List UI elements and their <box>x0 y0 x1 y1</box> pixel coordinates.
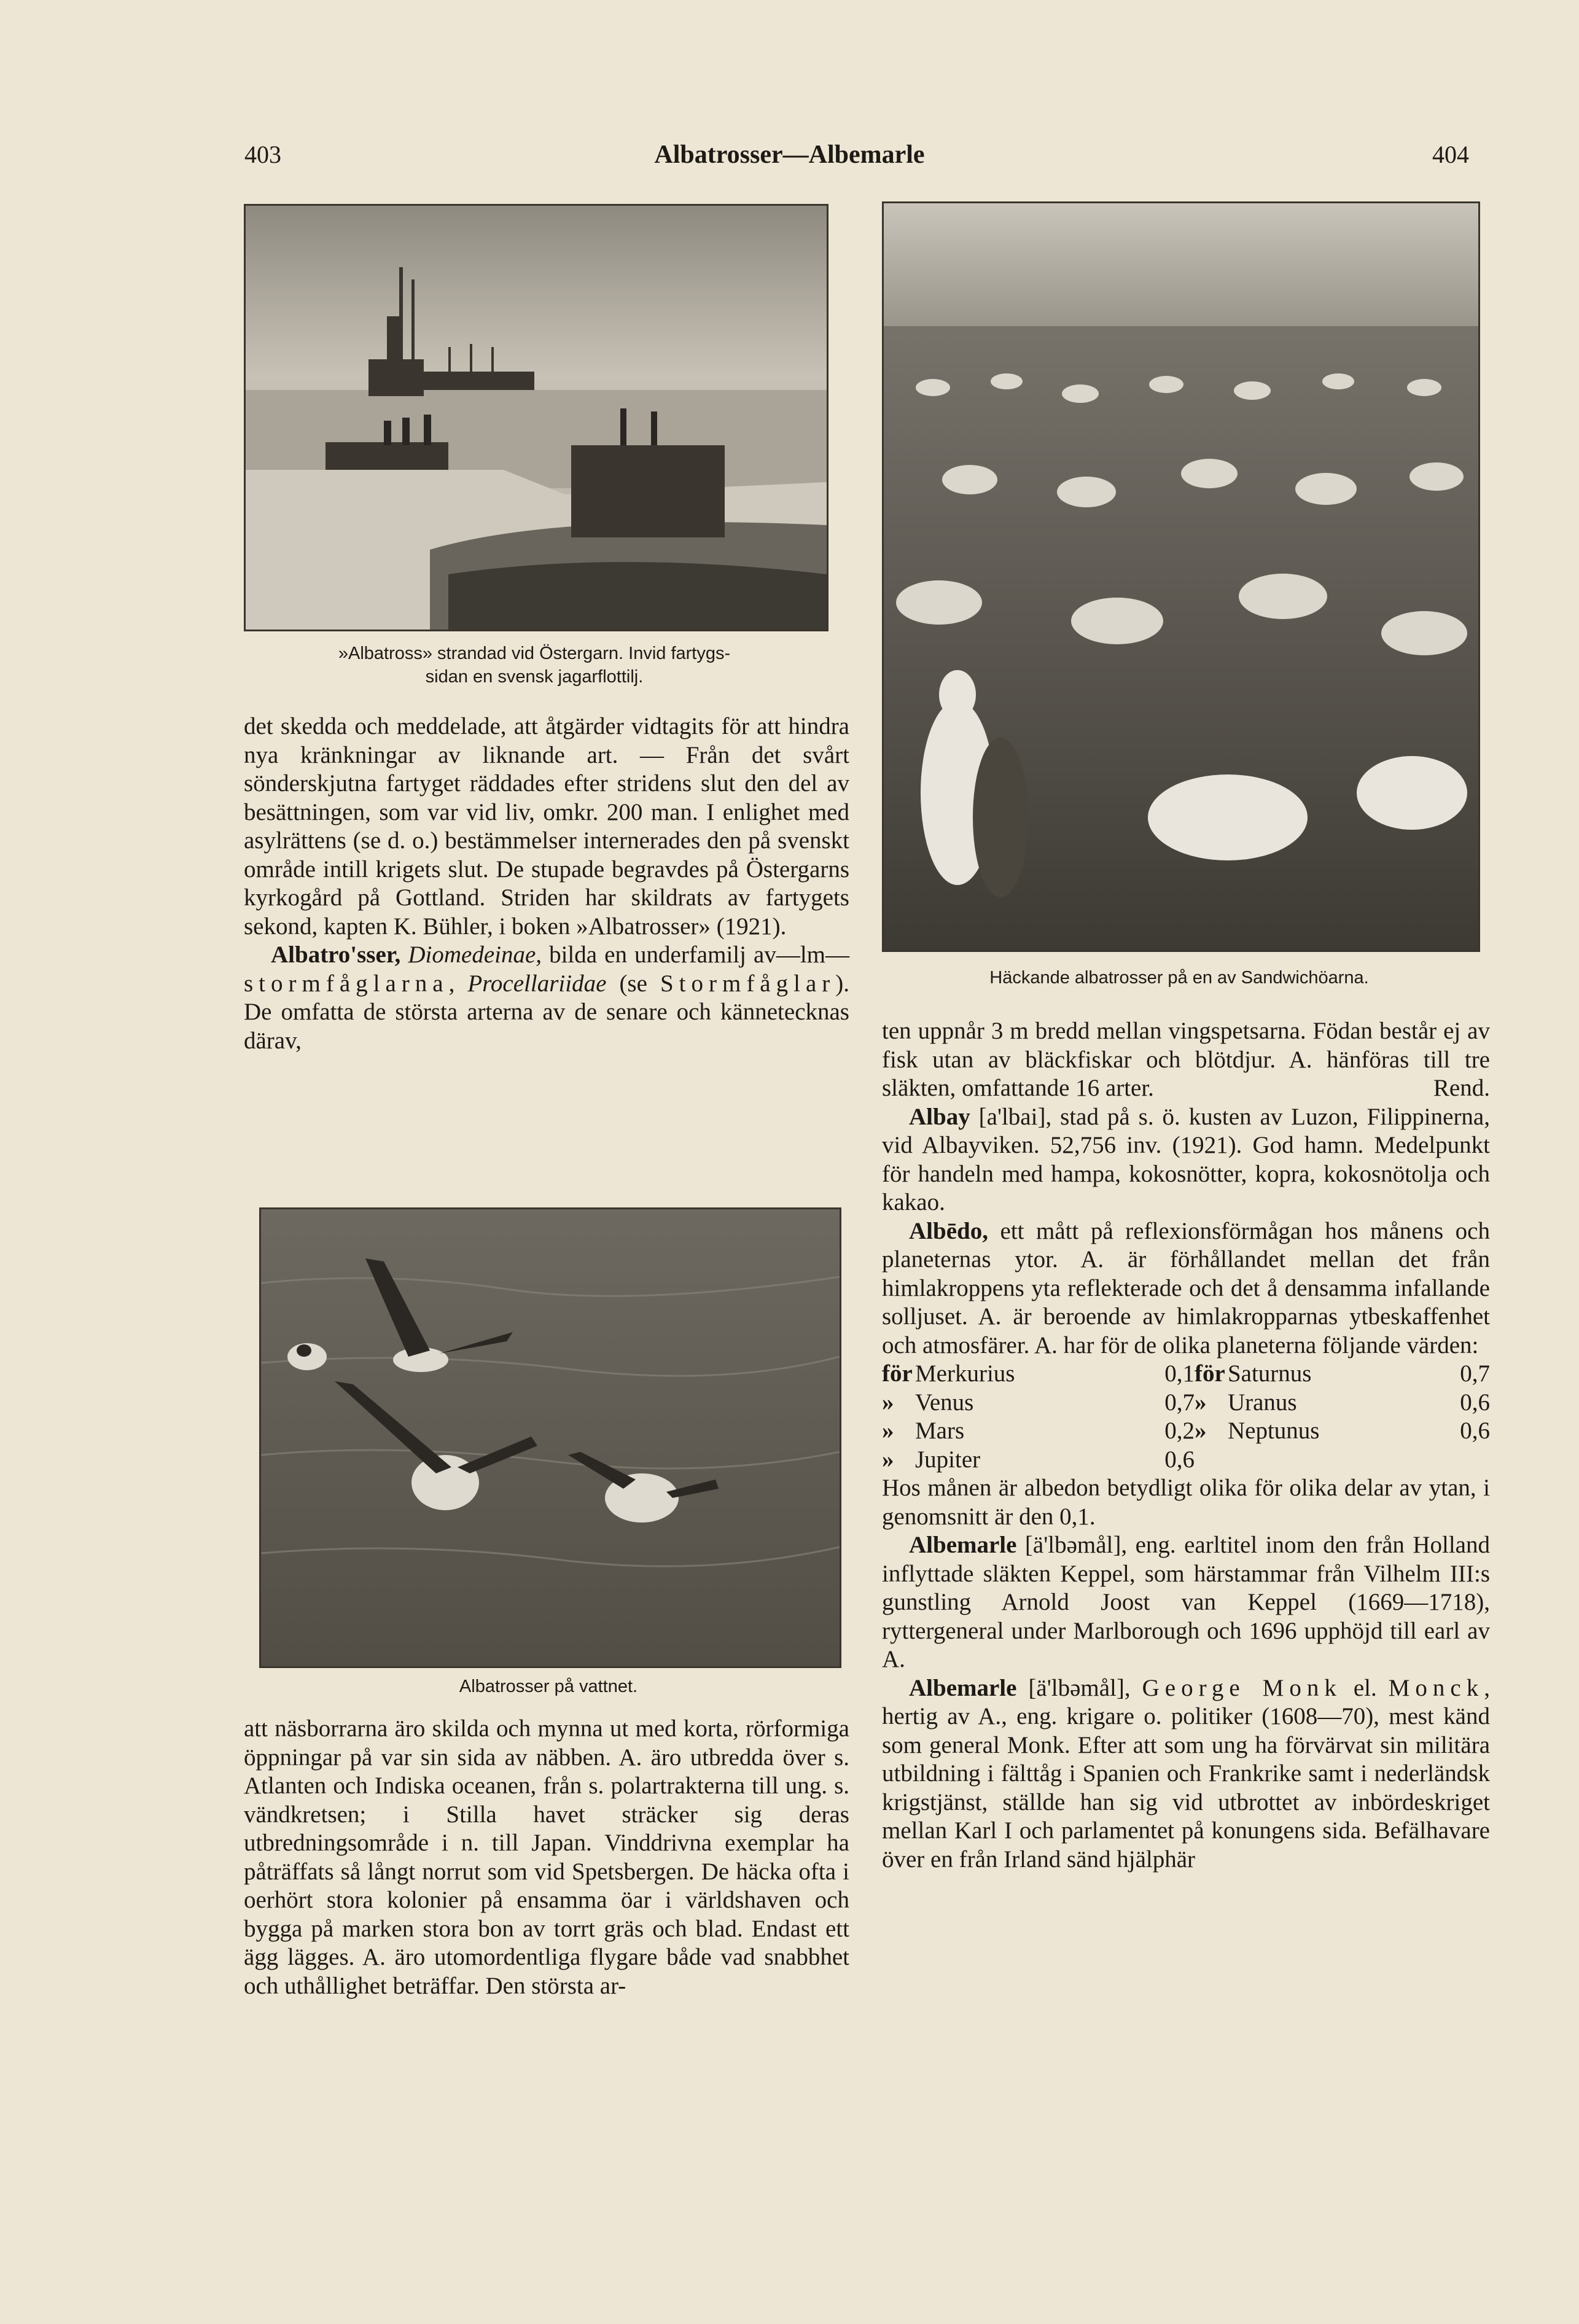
ship-caption-line1: »Albatross» strandad vid Östergarn. Invid fartygs- <box>338 644 731 663</box>
albedo-moon-text: Hos månen är albedon betydligt olika för olika delar av ytan, i genomsnitt är den 0,1. <box>882 1475 1490 1530</box>
left-column-upper <box>244 712 849 1055</box>
article-albay: Albay [a'lbai], stad på s. ö. kusten av Luzon, Filippinerna, vid Albayviken. 52,756 inv. (1921). God hamn. Medelpunkt för handeln med hampa, kokosnötter, kopra, kokosnötolja och kakao. <box>882 1103 1490 1215</box>
albedo-row: » Mars 0,2 » Neptunus 0,6 <box>882 1417 1490 1446</box>
left-column-lower <box>244 1715 849 2000</box>
page-number-right: 404 <box>1432 141 1469 168</box>
article-albatross-ship-text: det skedda och meddelade, att åtgärder vidtagits för att hindra nya kränkningar av liknande art. — Från det svårt sönderskjutna fartyget räddades efter stridens slut den del av besättningen, som var vid liv, omkr. 200 man. I enlighet med asylrättens (se d. o.) bestämmelser internerades den på svenskt område intill krigets slut. De stupade begravdes på Östergarns kyrkogård på Gottland. Striden har skildrats av fartygets sekond, kapten K. Bühler, i boken »Albatrosser» (1921). —lm— <box>244 712 849 941</box>
running-head: Albatrosser—Albemarle <box>654 141 925 169</box>
colony-photo <box>882 201 1480 952</box>
headword-albay: Albay <box>909 1103 970 1130</box>
planet-name: Uranus <box>1227 1389 1297 1416</box>
planet-name: Saturnus <box>1227 1360 1312 1387</box>
ship-caption-line2: sidan en svensk jagarflottilj. <box>425 667 644 687</box>
signature-rend: Rend. <box>1433 1075 1490 1101</box>
article-albatrosser: Albatro'sser, Diomedeinae, bilda en underfamilj av stormfåglarna, Procellariidae (se Stormfåglar). De omfatta de största arterna av de senare och kännetecknas därav, <box>244 942 849 1054</box>
headword-albemarle: Albemarle <box>909 1532 1017 1558</box>
water-caption: Albatrosser på vattnet. <box>459 1677 638 1696</box>
ship-photo <box>244 204 828 631</box>
water-photo <box>259 1207 841 1668</box>
albedo-value: 0,1 <box>1164 1360 1195 1387</box>
ship-caption <box>233 642 835 688</box>
albedo-value: 0,6 <box>1460 1417 1490 1444</box>
planet-name: Merkurius <box>915 1360 1015 1387</box>
albedo-value: 0,6 <box>1460 1389 1490 1416</box>
right-column <box>882 1017 1490 1874</box>
albedo-value: 0,7 <box>1460 1360 1490 1387</box>
planet-name: Jupiter <box>915 1446 981 1473</box>
article-albatrosser-end: ten uppnår 3 m bredd mellan vingspetsarna. Födan består ej av fisk utan av bläckfiskar och blötdjur. A. hänföras till tre släkten, omfattande 16 arter. Rend. <box>882 1017 1490 1103</box>
planet-name: Neptunus <box>1227 1417 1320 1444</box>
albedo-table <box>882 1360 1490 1474</box>
albedo-row: för Merkurius 0,1 för Saturnus 0,7 <box>882 1360 1490 1389</box>
article-albemarle-earl: Albemarle [ä'lbəmål], eng. earltitel inom den från Holland inflyttade släkten Keppel, som härstammar från Vilhelm III:s gunstling Arnold Joost van Keppel (1669—1718), ryttergeneral under Marlborough och 1696 upphöjd till earl av A. <box>882 1532 1490 1672</box>
albedo-value <box>1425 1446 1490 1475</box>
article-albemarle-monk: Albemarle [ä'lbəmål], George Monk el. Monck, hertig av A., eng. krigare o. politiker (1608—70), mest känd som general Monk. Efter att som ung ha förvärvat sin militära utbildning i fälttåg i Spanien och Frankrike samt i nederländsk krigstjänst, ställde han sig vid utbrottet av inbördeskriget mellan Karl I och parlamentet på konungens sida. Befälhavare över en från Irland sänd hjälphär <box>882 1674 1490 1873</box>
signature-lm: —lm— <box>776 942 849 968</box>
colony-caption: Häckande albatrosser på en av Sandwichöarna. <box>989 968 1369 988</box>
planet-name: Venus <box>915 1389 974 1416</box>
planet-name <box>1228 1446 1425 1475</box>
albedo-value: 0,2 <box>1164 1417 1195 1444</box>
headword-albedo: Albēdo, <box>909 1217 988 1244</box>
albedo-row: » Venus 0,7 » Uranus 0,6 <box>882 1389 1490 1417</box>
albedo-value: 0,6 <box>1164 1446 1195 1473</box>
headword-albatrosser: Albatro'sser, <box>271 942 401 968</box>
article-albedo: Albēdo, ett mått på reflexionsförmågan hos månens och planeternas ytor. A. är förhållandet mellan det från himlakroppens yta reflekterade och det å densamma infallande solljuset. A. är beroende av himlakropparnas ytbeskaffenhet och atmosfärer. A. har för de olika planeterna följande värden: <box>882 1217 1490 1359</box>
albedo-row: » Jupiter 0,6 <box>882 1446 1490 1475</box>
planet-name: Mars <box>915 1417 965 1444</box>
article-albatrosser-continued: att näsborrarna äro skilda och mynna ut med korta, rörformiga öppningar på var sin sida av näbben. A. äro utbredda över s. Atlanten och Indiska oceanen, från s. polartrakterna till ung. s. vändkretsen; i Stilla havet sträcker sig deras utbredningsområde i n. till Japan. Vinddrivna exemplar ha påträffats så långt norrut som vid Spetsbergen. De häcka ofta i oerhört stora kolonier på ensamma öar i världshaven och bygga på marken stora bon av torrt gräs och blad. Endast ett ägg lägges. A. äro utomordentliga flygare både vad snabbhet och uthållighet beträffar. Den största ar- <box>244 1715 849 1999</box>
albedo-value: 0,7 <box>1164 1389 1195 1416</box>
headword-albemarle: Albemarle <box>909 1674 1017 1701</box>
page-number-left: 403 <box>244 141 281 168</box>
